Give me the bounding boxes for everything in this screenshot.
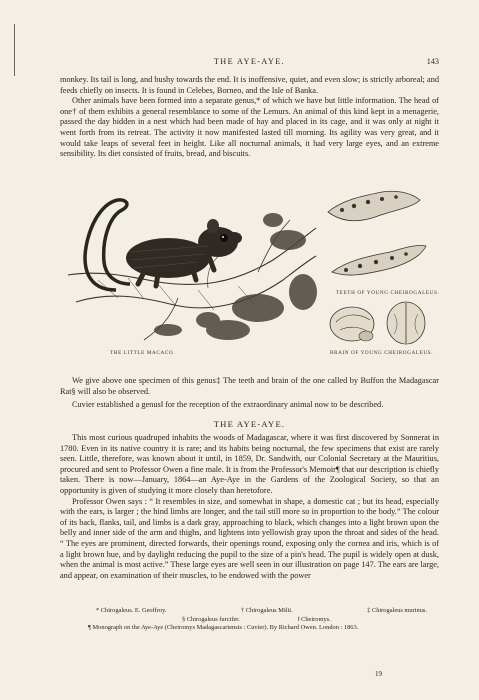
running-title: THE AYE-AYE. xyxy=(213,57,286,66)
page-number: 143 xyxy=(426,57,439,66)
section-title: THE AYE-AYE. xyxy=(213,419,286,429)
macaco-caption: THE LITTLE MACACO. xyxy=(110,350,176,356)
brain-side-view xyxy=(330,307,374,341)
footnote: † Chirogaleus Milii. xyxy=(240,607,293,614)
margin-pencil-mark xyxy=(14,24,15,76)
brain-caption: BRAIN OF YOUNG CHEIROGALEUS. xyxy=(330,350,434,356)
footnote-row xyxy=(60,607,439,616)
teeth-caption: TEETH OF YOUNG CHEIROGALEUS. xyxy=(336,290,440,296)
signature-mark: 19 xyxy=(375,670,382,678)
cheirogaleus-brain-engraving xyxy=(326,300,432,346)
paragraph: This most curious quadruped inhabits the woods of Madagascar, where it was first discovered by Sonnerat in 1780. Even in its native country it is rare; and its habits being nocturnal, the few specimens that exist are rarely seen. Little, therefore, was known about it until, in 1859, Dr. Sandwith, our Colonial Secretary at the Mauritius, procured and sent to Professor Owen a fine male. It is from the Professor's Memoir¶ that our description is chiefly taken. There is now—January, 1864—an Aye-Aye in the Gardens of the Zoological Society, so that an opportunity is given of studying it more closely than heretofore. xyxy=(60,433,439,495)
footnote: * Chirogaleus. E. Geoffroy. xyxy=(96,607,167,614)
footnote: ‡ Chirogaleus murinus. xyxy=(367,607,427,614)
macaco-tail xyxy=(85,200,130,290)
paragraph: Professor Owen says : “ It resembles in size, and somewhat in shape, a domestic cat ; but its head, especially with the ears, is larger ; the hind limbs are longer, and the tail still more so in proportion to the body.” The colour of its back, flanks, tail, and limbs is a dark gray, approaching to black, which changes into a light brown upon the belly and inner side of the arm and thighs, and lightens into yellowish gray upon the throat and sides of the head. “ The eyes are prominent, directed forwards, their openings round, exposing only the cornea and iris, which is of a light brown hue, and by daylight reducing the pupil to the size of a pin's head. The pupil is widely open at dusk, when the animal is most active.” These large eyes are well seen in our illustration on page 147. The ears are large, and appear, on examination of their muscles, to be endowed with the power xyxy=(60,496,439,580)
post-figure-text xyxy=(60,376,439,411)
footnote: § Chirogaleus furcifer. xyxy=(182,615,240,623)
brain-top-view xyxy=(387,302,425,344)
paragraph: Other animals have been formed into a separate genus,* of which we have but little information. The head of one† of them exhibits a general resemblance to some of the Lemurs. An animal of this kind kept in a menagerie, passed the day hidden in a nest which had been made of hay and placed in its cage, and it was only at night it went forth from its retreat. The activity it now manifested lasted till morning. Its agility was very great, and it would take leaps of several feet in height. Like all nocturnal animals, it had very large eyes, and an extreme sensibility. Its diet consisted of fruits, bread, and biscuits. xyxy=(60,96,439,159)
paragraph: monkey. Its tail is long, and bushy towards the end. It is inoffensive, quiet, and even slow; is strictly arboreal; and feeds chiefly on insects. It is found in Celebes, Borneo, and the Isle of Banka. xyxy=(60,75,439,95)
lower-jaw xyxy=(332,245,426,275)
cheirogaleus-teeth-engraving xyxy=(322,186,432,286)
footnotes xyxy=(60,607,439,633)
macaco-body xyxy=(126,219,242,286)
footnote-row xyxy=(60,616,439,625)
footnote: ‖ Cheiromys. xyxy=(297,615,331,623)
intro-text xyxy=(60,75,439,160)
paragraph: Cuvier established a genus‖ for the reception of the extraordinary animal now to be described. xyxy=(72,400,384,410)
paragraph: We give above one specimen of this genus‡ The teeth and brain of the one called by Buffon the Madagascar Rat§ will also be observed. xyxy=(60,376,439,396)
little-macaco-engraving xyxy=(58,180,320,350)
upper-jaw xyxy=(328,191,420,220)
footnote: ¶ Monograph on the Aye-Aye (Cheiromys Madagascariensis : Cuvier). By Richard Owen. London : 1863. xyxy=(88,624,359,632)
running-head xyxy=(60,57,439,69)
aye-aye-text xyxy=(60,433,439,581)
